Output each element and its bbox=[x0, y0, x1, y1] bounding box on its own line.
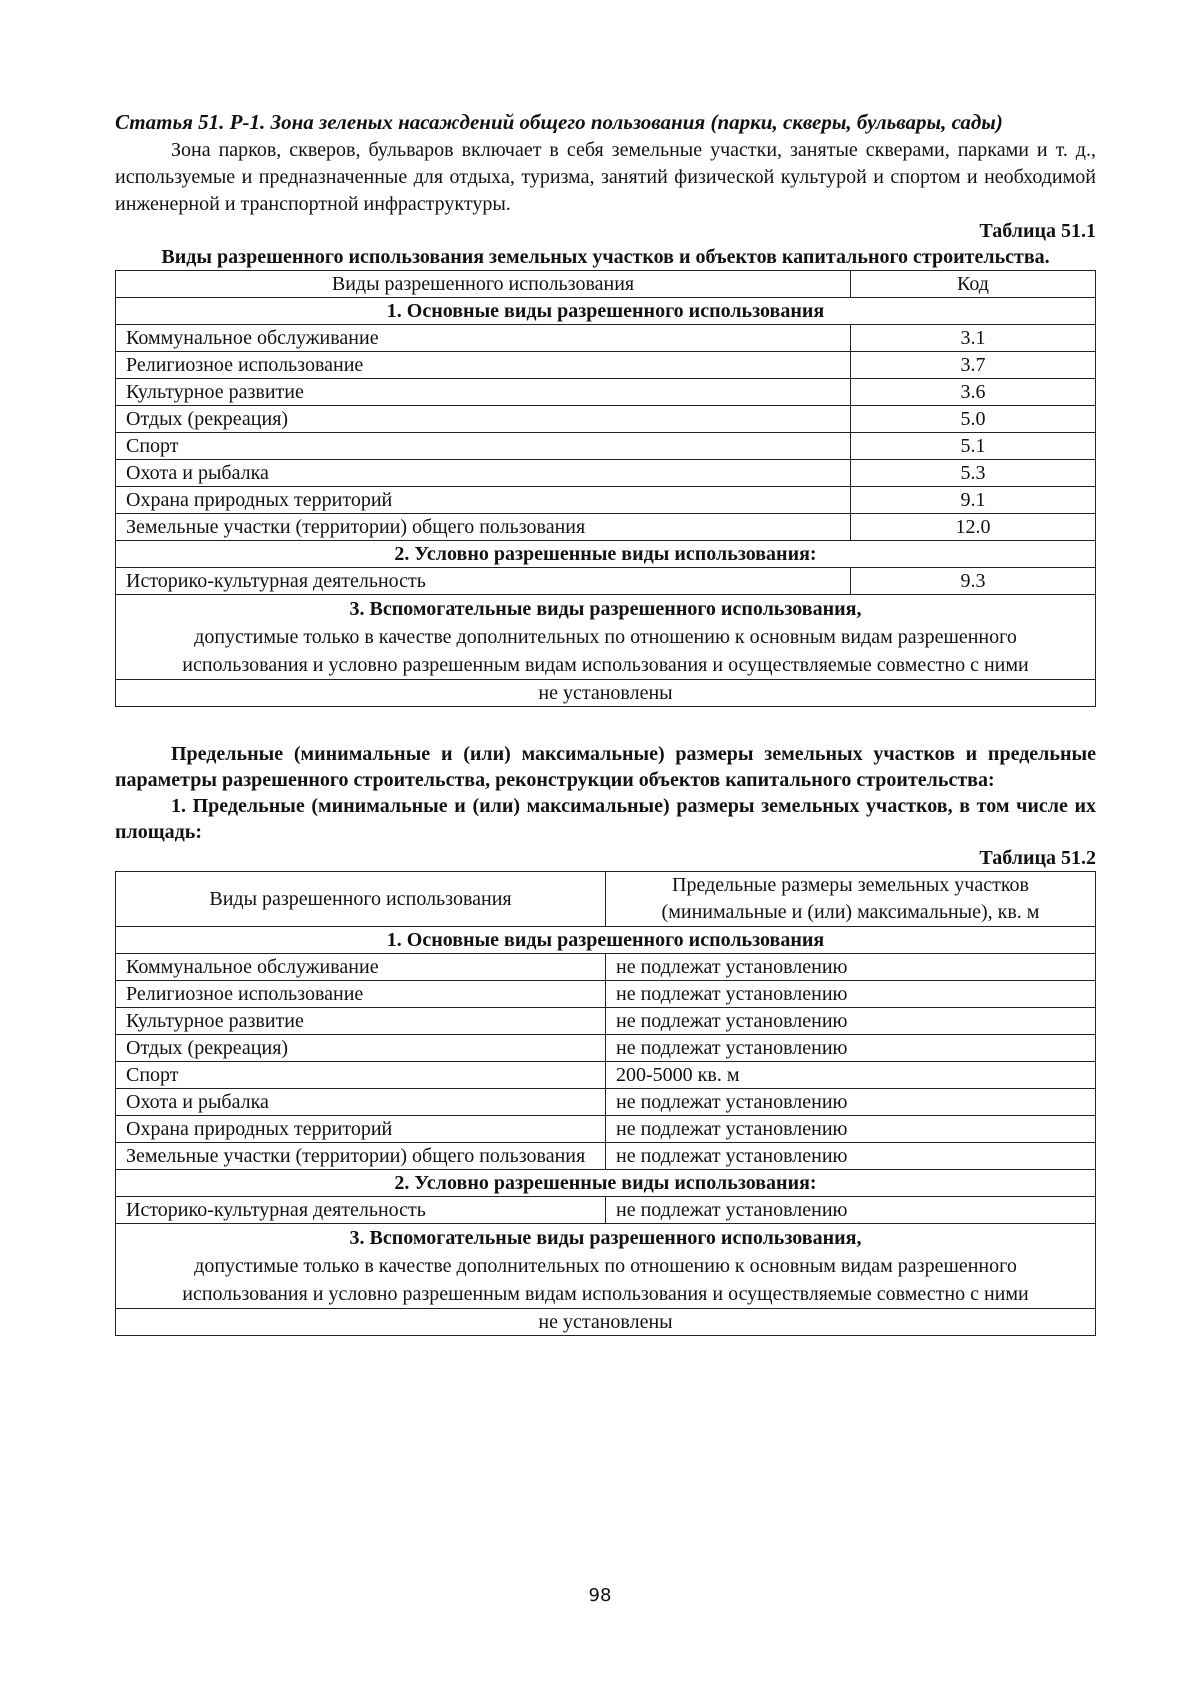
table2-number: Таблица 51.2 bbox=[979, 847, 1096, 869]
document-page bbox=[115, 108, 1096, 1336]
table-row bbox=[116, 1143, 1096, 1170]
use-name: Религиозное использование bbox=[116, 352, 851, 379]
use-name: Религиозное использование bbox=[116, 981, 606, 1008]
table2-section3-title: 3. Вспомогательные виды разрешенного использования, bbox=[349, 1227, 862, 1249]
table1-section1: 1. Основные виды разрешенного использования bbox=[116, 298, 1096, 325]
size-value: 200-5000 кв. м bbox=[606, 1062, 1096, 1089]
table-row bbox=[116, 514, 1096, 541]
size-value: не подлежат установлению bbox=[606, 981, 1096, 1008]
table2-header-size: Предельные размеры земельных участков (минимальные и (или) максимальные), кв. м bbox=[606, 872, 1096, 927]
table2 bbox=[115, 871, 1096, 1336]
use-code: 3.6 bbox=[851, 379, 1096, 406]
table1-section3-title: 3. Вспомогательные виды разрешенного использования, bbox=[349, 598, 862, 620]
use-name: Культурное развитие bbox=[116, 379, 851, 406]
use-name: Земельные участки (территории) общего пользования bbox=[116, 1143, 606, 1170]
limits-item1: 1. Предельные (минимальные и (или) максимальные) размеры земельных участков, в том числе их площадь: bbox=[115, 795, 1096, 843]
table-row bbox=[116, 1197, 1096, 1224]
limits-block bbox=[115, 741, 1096, 845]
table2-section3-value: не установлены bbox=[116, 1309, 1096, 1336]
table1-header-code: Код bbox=[851, 271, 1096, 298]
table1-section3 bbox=[116, 595, 1096, 680]
size-value: не подлежат установлению bbox=[606, 1089, 1096, 1116]
table-row bbox=[116, 352, 1096, 379]
table1-header-row bbox=[116, 271, 1096, 298]
table-row bbox=[116, 325, 1096, 352]
use-name: Спорт bbox=[116, 1062, 606, 1089]
table-row bbox=[116, 1035, 1096, 1062]
table1-number: Таблица 51.1 bbox=[979, 220, 1096, 242]
page-number: 98 bbox=[588, 1585, 612, 1606]
use-name: Охота и рыбалка bbox=[116, 1089, 606, 1116]
table-row bbox=[116, 1116, 1096, 1143]
use-name: Коммунальное обслуживание bbox=[116, 325, 851, 352]
table2-section3-row bbox=[116, 1224, 1096, 1309]
use-code: 3.1 bbox=[851, 325, 1096, 352]
size-value: не подлежат установлению bbox=[606, 1008, 1096, 1035]
table2-section3-value-row bbox=[116, 1309, 1096, 1336]
table1-section1-row bbox=[116, 298, 1096, 325]
use-code: 5.3 bbox=[851, 460, 1096, 487]
table1-section3-value-row bbox=[116, 680, 1096, 707]
size-value: не подлежат установлению bbox=[606, 1143, 1096, 1170]
table1-header-use: Виды разрешенного использования bbox=[116, 271, 851, 298]
use-name: Спорт bbox=[116, 433, 851, 460]
table-row bbox=[116, 954, 1096, 981]
use-name: Охота и рыбалка bbox=[116, 460, 851, 487]
use-name: Охрана природных территорий bbox=[116, 1116, 606, 1143]
size-value: не подлежат установлению bbox=[606, 1116, 1096, 1143]
table1-section3-row bbox=[116, 595, 1096, 680]
table2-section1-row bbox=[116, 927, 1096, 954]
use-code: 12.0 bbox=[851, 514, 1096, 541]
use-code: 5.0 bbox=[851, 406, 1096, 433]
size-value: не подлежат установлению bbox=[606, 1197, 1096, 1224]
table2-header-use: Виды разрешенного использования bbox=[116, 872, 606, 927]
table1-section2: 2. Условно разрешенные виды использования: bbox=[116, 541, 1096, 568]
use-name: Земельные участки (территории) общего пользования bbox=[116, 514, 851, 541]
table2-section3 bbox=[116, 1224, 1096, 1309]
table-row bbox=[116, 487, 1096, 514]
use-code: 9.1 bbox=[851, 487, 1096, 514]
table-row bbox=[116, 433, 1096, 460]
table-row bbox=[116, 379, 1096, 406]
table2-section2: 2. Условно разрешенные виды использования: bbox=[116, 1170, 1096, 1197]
table1-section3-text: допустимые только в качестве дополнительных по отношению к основным видам разрешенного использования и условно разрешенным видам использования и осуществляемые совместно с ними bbox=[182, 626, 1029, 676]
size-value: не подлежат установлению bbox=[606, 954, 1096, 981]
table1-section3-value: не установлены bbox=[116, 680, 1096, 707]
article-paragraph: Зона парков, скверов, бульваров включает в себя земельные участки, занятые скверами, парками и т. д., используемые и предназначенные для отдыха, туризма, занятий физической культурой и спортом и необходимой инженерной и транспортной инфраструктуры. bbox=[115, 139, 1096, 215]
table-row bbox=[116, 460, 1096, 487]
use-code: 5.1 bbox=[851, 433, 1096, 460]
article-heading: Статья 51. Р-1. Зона зеленых насаждений общего пользования (парки, скверы, бульвары, сады) bbox=[115, 110, 1003, 134]
use-name: Охрана природных территорий bbox=[116, 487, 851, 514]
table-row bbox=[116, 981, 1096, 1008]
table1-section2-row bbox=[116, 541, 1096, 568]
use-name: Отдых (рекреация) bbox=[116, 1035, 606, 1062]
table-row bbox=[116, 406, 1096, 433]
table2-section2-row bbox=[116, 1170, 1096, 1197]
table1-title: Виды разрешенного использования земельных участков и объектов капитального строительства. bbox=[161, 246, 1050, 268]
use-name: Культурное развитие bbox=[116, 1008, 606, 1035]
table1 bbox=[115, 270, 1096, 707]
use-code: 3.7 bbox=[851, 352, 1096, 379]
use-name: Коммунальное обслуживание bbox=[116, 954, 606, 981]
table-row bbox=[116, 1062, 1096, 1089]
table2-section3-text: допустимые только в качестве дополнительных по отношению к основным видам разрешенного использования и условно разрешенным видам использования и осуществляемые совместно с ними bbox=[182, 1255, 1029, 1305]
size-value: не подлежат установлению bbox=[606, 1035, 1096, 1062]
use-name: Историко-культурная деятельность bbox=[116, 568, 851, 595]
table-row bbox=[116, 1089, 1096, 1116]
table-row bbox=[116, 1008, 1096, 1035]
use-code: 9.3 bbox=[851, 568, 1096, 595]
use-name: Историко-культурная деятельность bbox=[116, 1197, 606, 1224]
table2-header-row bbox=[116, 872, 1096, 927]
use-name: Отдых (рекреация) bbox=[116, 406, 851, 433]
table-row bbox=[116, 568, 1096, 595]
table2-section1: 1. Основные виды разрешенного использования bbox=[116, 927, 1096, 954]
limits-intro: Предельные (минимальные и (или) максимальные) размеры земельных участков и предельные параметры разрешенного строительства, реконструкции объектов капитального строительства: bbox=[115, 743, 1096, 791]
